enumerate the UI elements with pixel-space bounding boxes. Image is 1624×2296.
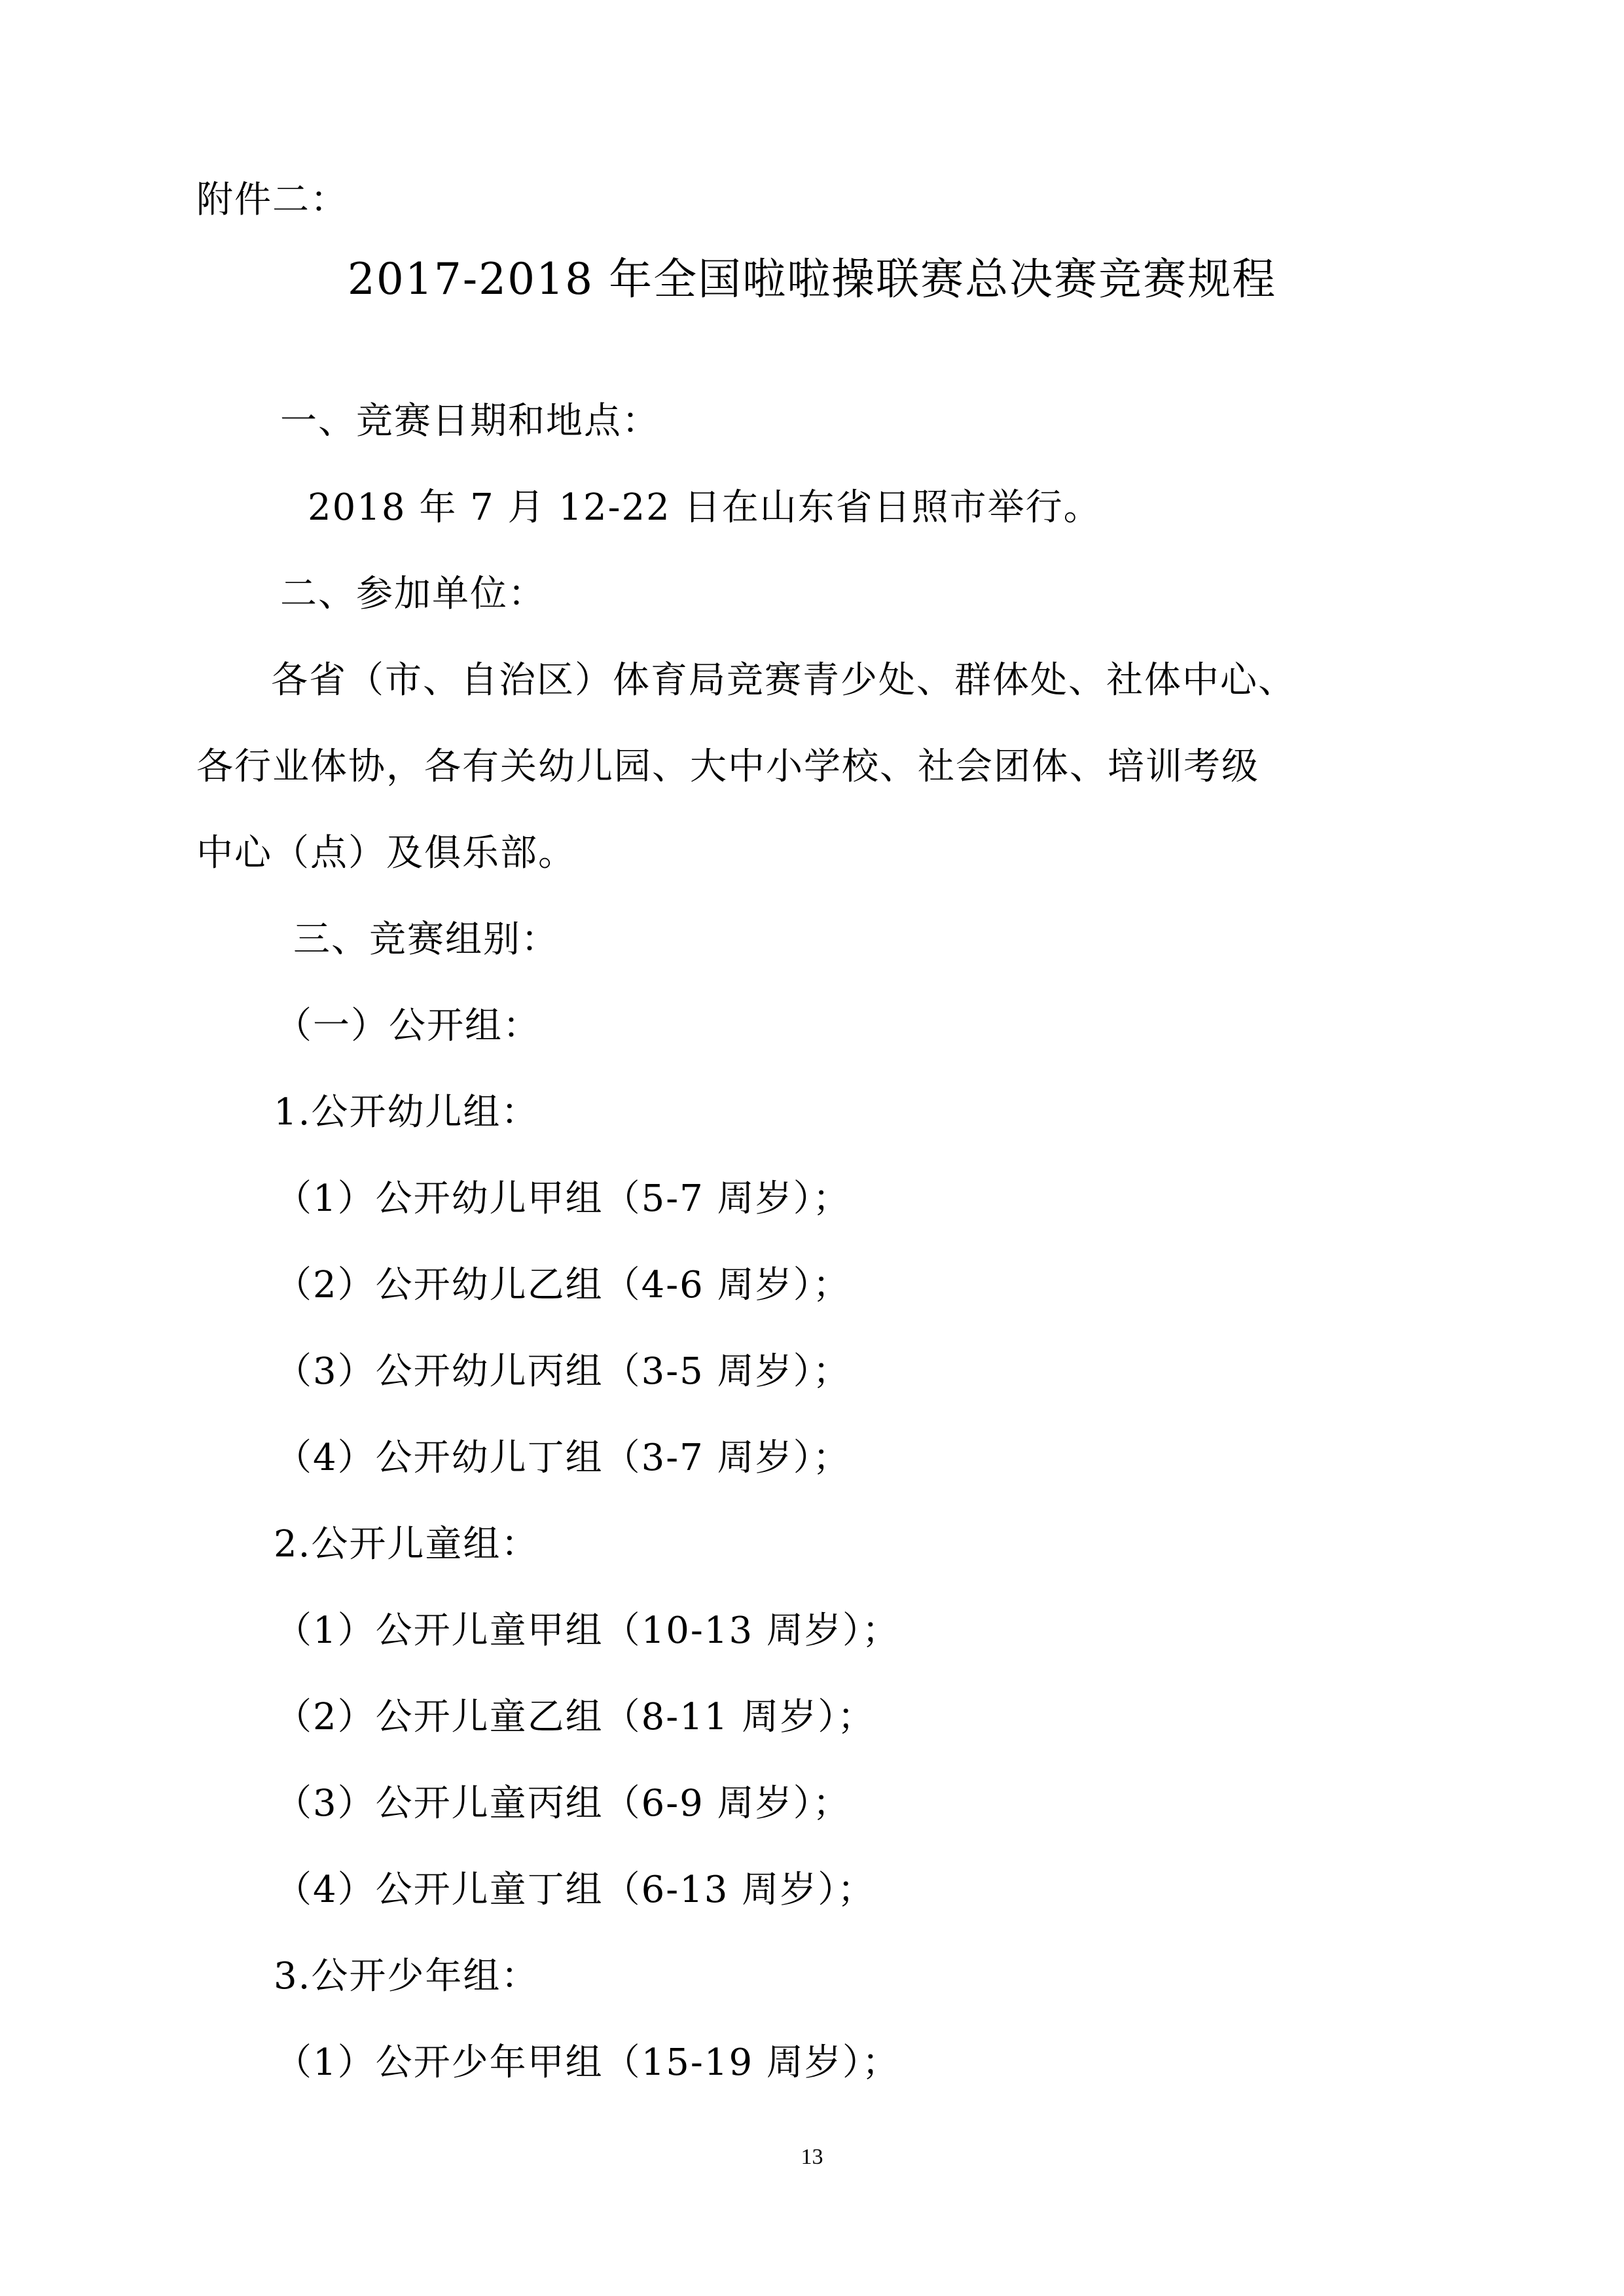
section-heading-groups: 三、竞赛组别： xyxy=(293,918,559,961)
juvenile-heading: 3.公开少年组： xyxy=(274,1955,539,1998)
list-item: （3）公开儿童丙组（6-9 周岁）； xyxy=(275,1782,851,1825)
page-number: 13 xyxy=(801,2145,823,2169)
preschool-heading: 1.公开幼儿组： xyxy=(274,1091,539,1134)
attachment-label: 附件二： xyxy=(196,179,348,221)
section-heading-date-place: 一、竞赛日期和地点： xyxy=(280,400,660,442)
list-item: （4）公开幼儿丁组（3-7 周岁）； xyxy=(275,1437,851,1479)
list-item: （1）公开少年甲组（15-19 周岁）； xyxy=(275,2041,900,2084)
list-item: （4）公开儿童丁组（6-13 周岁）； xyxy=(275,1869,876,1911)
list-item: （2）公开幼儿乙组（4-6 周岁）； xyxy=(275,1264,851,1306)
list-item: （1）公开儿童甲组（10-13 周岁）； xyxy=(275,1609,900,1652)
participants-line-1: 各省（市、自治区）体育局竞赛青少处、群体处、社体中心、 xyxy=(271,659,1296,702)
participants-line-3: 中心（点）及俱乐部。 xyxy=(196,832,576,874)
document-title: 2017-2018 年全国啦啦操联赛总决赛竞赛规程 xyxy=(347,254,1277,304)
date-place-text: 2018 年 7 月 12-22 日在山东省日照市举行。 xyxy=(308,486,1102,529)
list-item: （1）公开幼儿甲组（5-7 周岁）； xyxy=(275,1177,851,1220)
list-item: （3）公开幼儿丙组（3-5 周岁）； xyxy=(275,1350,851,1393)
children-heading: 2.公开儿童组： xyxy=(274,1523,539,1566)
open-group-heading: （一）公开组： xyxy=(275,1005,541,1047)
section-heading-participants: 二、参加单位： xyxy=(280,573,546,615)
participants-line-2: 各行业体协，各有关幼儿园、大中小学校、社会团体、培训考级 xyxy=(196,745,1259,788)
list-item: （2）公开儿童乙组（8-11 周岁）； xyxy=(275,1696,876,1738)
